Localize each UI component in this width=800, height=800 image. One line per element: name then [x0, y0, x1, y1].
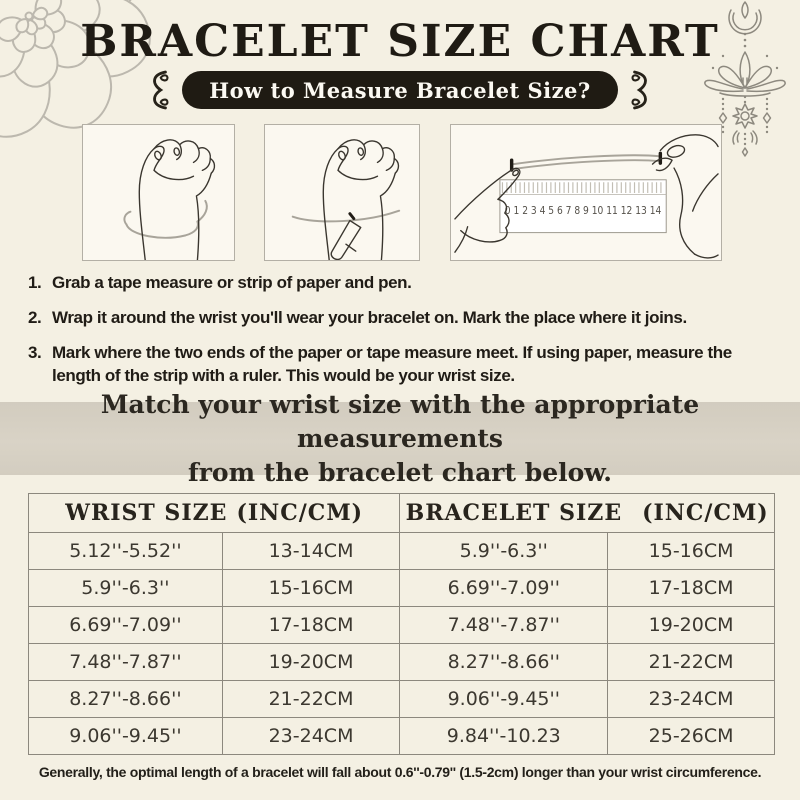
step-text: Grab a tape measure or strip of paper and pen.: [52, 273, 412, 292]
table-cell: 17-18CM: [608, 570, 775, 607]
illustration-wrap-tape: [82, 124, 235, 261]
step-1: [28, 272, 772, 295]
table-row: [29, 570, 775, 607]
header-label: BRACELET SIZE: [405, 500, 623, 526]
table-cell: 19-20CM: [608, 607, 775, 644]
table-cell: 9.06''-9.45'': [29, 718, 223, 755]
table-cell: 21-22CM: [608, 644, 775, 681]
table-cell: 13-14CM: [222, 533, 400, 570]
table-cell: 15-16CM: [222, 570, 400, 607]
illustration-mark-wrist: [264, 124, 420, 261]
banner-line-2: from the bracelet chart below.: [187, 457, 612, 487]
size-table: [28, 493, 775, 755]
page-title: BRACELET SIZE CHART: [80, 16, 720, 67]
subtitle-row: [0, 68, 800, 112]
table-row: [29, 681, 775, 718]
header-unit: (INC/CM): [236, 500, 364, 526]
measurement-steps: [28, 272, 772, 400]
table-cell: 25-26CM: [608, 718, 775, 755]
table-cell: 6.69''-7.09'': [29, 607, 223, 644]
match-instruction-banner: [0, 389, 800, 487]
table-row: [29, 607, 775, 644]
table-cell: 17-18CM: [222, 607, 400, 644]
ruler-numbers: 0 1 2 3 4 5 6 7 8 9 10 11 12 13 14: [504, 205, 662, 218]
table-cell: 9.06''-9.45'': [400, 681, 608, 718]
table-cell: 19-20CM: [222, 644, 400, 681]
table-cell: 6.69''-7.09'': [400, 570, 608, 607]
table-cell: 8.27''-8.66'': [29, 681, 223, 718]
table-cell: 8.27''-8.66'': [400, 644, 608, 681]
flourish-right-icon: [627, 68, 661, 112]
table-header-row: [29, 494, 775, 533]
footer-note: Generally, the optimal length of a bracelet will fall about 0.6''-0.79'' (1.5-2cm) longer than your wrist circumference.: [38, 764, 762, 780]
step-3: [28, 342, 772, 388]
step-number: 1.: [28, 273, 42, 292]
table-cell: 5.12''-5.52'': [29, 533, 223, 570]
step-number: 3.: [28, 342, 42, 362]
table-cell: 21-22CM: [222, 681, 400, 718]
table-cell: 15-16CM: [608, 533, 775, 570]
table-cell: 5.9''-6.3'': [400, 533, 608, 570]
wrist-size-header: [29, 494, 400, 533]
table-cell: 7.48''-7.87'': [400, 607, 608, 644]
table-cell: 23-24CM: [222, 718, 400, 755]
table-row: [29, 644, 775, 681]
flourish-left-icon: [139, 68, 173, 112]
header-label: WRIST SIZE: [65, 500, 228, 526]
banner-line-1: Match your wrist size with the appropriate measurements: [100, 389, 700, 453]
table-cell: 7.48''-7.87'': [29, 644, 223, 681]
illustration-ruler-measure: [450, 124, 722, 261]
table-cell: 23-24CM: [608, 681, 775, 718]
table-row: [29, 718, 775, 755]
table-row: [29, 533, 775, 570]
step-text: Wrap it around the wrist you'll wear your bracelet on. Mark the place where it joins.: [52, 307, 687, 327]
table-cell: 9.84''-10.23: [400, 718, 608, 755]
step-text: Mark where the two ends of the paper or tape measure meet. If using paper, measure the length of the strip with a ruler. This would be your wrist size.: [52, 342, 732, 385]
bracelet-size-header: [400, 494, 775, 533]
step-number: 2.: [28, 307, 42, 327]
header-unit: (INC/CM): [642, 500, 769, 526]
table-cell: 5.9''-6.3'': [29, 570, 223, 607]
how-to-measure-banner: How to Measure Bracelet Size?: [182, 71, 617, 109]
step-2: [28, 307, 772, 330]
